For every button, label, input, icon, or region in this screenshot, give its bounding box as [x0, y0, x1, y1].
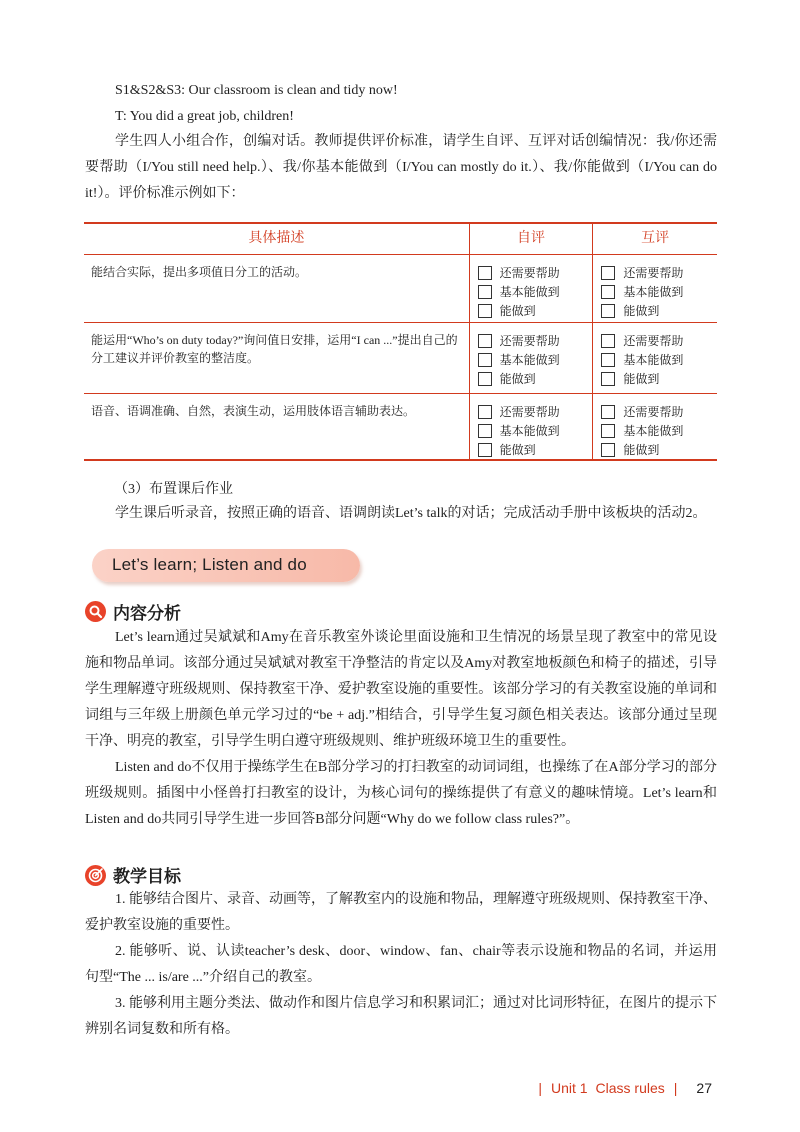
intro-paragraph [85, 129, 717, 207]
page-footer [529, 1080, 712, 1096]
checkbox[interactable] [478, 334, 492, 348]
goal-item: 2. 能够听、说、认读teacher’s desk、door、window、fan、chair等表示设施和物品的名词，并运用句型“The ... is/are ...”介绍自己的教室。 [85, 944, 717, 985]
table-row [84, 394, 717, 461]
checkbox[interactable] [478, 443, 492, 457]
magnifier-icon [85, 601, 106, 622]
checkbox[interactable] [478, 266, 492, 280]
checkbox[interactable] [478, 353, 492, 367]
header-peer-eval: 互评 [593, 223, 717, 255]
section-title-goals: 教学目标 [113, 867, 181, 887]
evaluation-table [84, 222, 717, 461]
page-number: 27 [696, 1080, 712, 1096]
checkbox[interactable] [601, 285, 615, 299]
analysis-paragraph-1: Let’s learn通过吴斌斌和Amy在音乐教室外谈论里面设施和卫生情况的场景呈现了教室中的常见设施和物品单词。该部分通过吴斌斌对教室干净整洁的肯定以及Amy对教室地板颜色和椅子的描述，引导学生理解遵守班级规则、保持教室干净、爱护教室设施的重要性。该部分学习的有关教室设施的单词和词组与三年级上册颜色单元学习过的“be + adj.”相结合，引导学生复习颜色相关表达。该部分通过呈现干净、明亮的教室，引导学生明白遵守班级规则、维护班级环境卫生的重要性。 [85, 630, 717, 749]
banner-label: Let’s learn; Listen and do [112, 555, 307, 574]
footer-title: Class rules [595, 1080, 665, 1096]
footer-unit: Unit 1 [550, 1080, 588, 1096]
table-row [84, 323, 717, 394]
criterion-text: 语音、语调准确、自然，表演生动，运用肢体语言辅助表达。 [91, 404, 416, 418]
homework-title: （3）布置课后作业 [114, 482, 233, 497]
analysis-paragraph-2: Listen and do不仅用于操练学生在B部分学习的打扫教室的动词词组，也操练了在A部分学习的部分班级规则。插图中小怪兽打扫教室的设计，为核心词句的操练提供了有意义的趣味情境。Let’s learn和Listen and do共同引导学生进一步回答B部分问题“Why do we follow class rules?”。 [85, 760, 717, 827]
homework-paragraph [85, 501, 717, 527]
checkbox[interactable] [601, 424, 615, 438]
peer-eval-options: 还需要帮助 基本能做到 能做到 [593, 394, 717, 459]
self-eval-options: 还需要帮助 基本能做到 能做到 [470, 394, 593, 459]
checkbox[interactable] [478, 304, 492, 318]
dialogue-line-2: T: You did a great job, children! [115, 109, 294, 124]
checkbox[interactable] [478, 372, 492, 386]
self-eval-options: 还需要帮助 基本能做到 能做到 [470, 255, 593, 320]
goal-item: 3. 能够利用主题分类法、做动作和图片信息学习和积累词汇；通过对比词形特征，在图片的提示下辨别名词复数和所有格。 [85, 996, 717, 1037]
goal-item: 1. 能够结合图片、录音、动画等，了解教室内的设施和物品，理解遵守班级规则、保持教室干净、爱护教室设施的重要性。 [85, 892, 717, 933]
checkbox[interactable] [601, 443, 615, 457]
checkbox[interactable] [478, 285, 492, 299]
section-title-analysis: 内容分析 [113, 604, 181, 624]
peer-eval-options: 还需要帮助 基本能做到 能做到 [593, 255, 717, 320]
criterion-text: 能结合实际，提出多项值日分工的活动。 [91, 265, 308, 279]
footer-divider: | [538, 1080, 542, 1096]
checkbox[interactable] [601, 405, 615, 419]
analysis-body [85, 625, 717, 833]
criterion-text: 能运用“Who’s on duty today?”询问值日安排，运用“I can ...”提出自己的分工建议并评价教室的整洁度。 [91, 333, 458, 365]
checkbox[interactable] [601, 266, 615, 280]
footer-divider: | [673, 1080, 678, 1096]
checkbox[interactable] [601, 372, 615, 386]
header-self-eval: 自评 [469, 223, 593, 255]
self-eval-options: 还需要帮助 基本能做到 能做到 [470, 323, 593, 388]
section-banner [92, 549, 360, 582]
checkbox[interactable] [601, 353, 615, 367]
homework-text: 学生课后听录音，按照正确的语音、语调朗读Let’s talk的对话；完成活动手册中该板块的活动2。 [115, 506, 707, 521]
dialogue-line-1: S1&S2&S3: Our classroom is clean and tidy now! [115, 83, 398, 98]
peer-eval-options: 还需要帮助 基本能做到 能做到 [593, 323, 717, 388]
checkbox[interactable] [601, 304, 615, 318]
intro-text: 学生四人小组合作，创编对话。教师提供评价标准，请学生自评、互评对话创编情况：我/你还需要帮助（I/You still need help.）、我/你基本能做到（I/You can mostly do it.）、我/你能做到（I/You can do it!）。评价标准示例如下： [85, 134, 717, 201]
table-row [84, 255, 717, 323]
checkbox[interactable] [478, 424, 492, 438]
checkbox[interactable] [478, 405, 492, 419]
goals-list [85, 887, 717, 1043]
target-icon [85, 865, 106, 886]
header-description: 具体描述 [84, 223, 469, 255]
checkbox[interactable] [601, 334, 615, 348]
